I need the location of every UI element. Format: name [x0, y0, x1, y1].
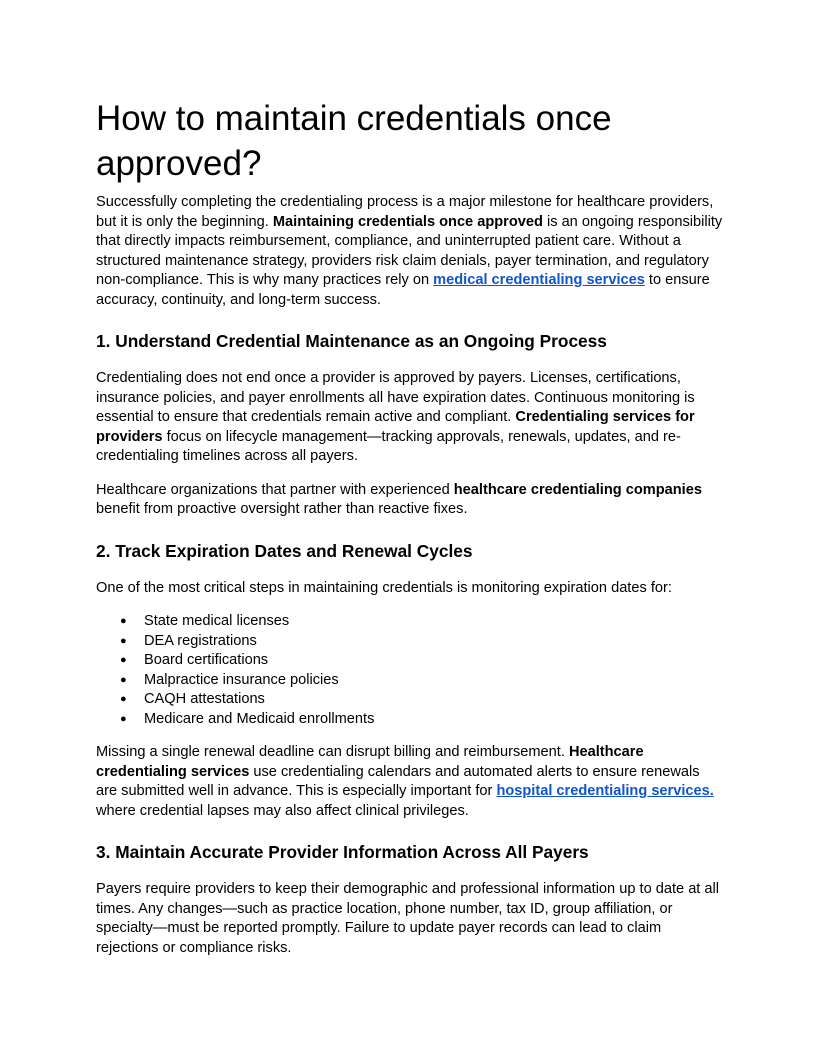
hospital-credentialing-link[interactable]: hospital credentialing services.: [496, 783, 714, 799]
intro-bold-1: Maintaining credentials once approved: [272, 213, 543, 230]
section-3-paragraph-1: Payers require providers to keep their demographic and professional information up to date at all times. Any changes—such as practice location, phone number, tax ID, group affiliation, or specialty—must be reported promptly. Failure to update payer records can lead to claim rejections or compliance risks.: [96, 881, 720, 956]
document-page: [96, 96, 724, 972]
list-item: ● Medicare and Medicaid enrollments: [144, 710, 724, 730]
list-item: ● Malpractice insurance policies: [144, 671, 724, 691]
s2p2-text-2: use credentialing calendars and automated alerts to ensure renewals are submitted well in advance. This is especially important for: [96, 763, 700, 799]
list-item: ● DEA registrations: [144, 632, 724, 652]
s1p1-bold-1: Credentialing services for providers: [96, 409, 695, 445]
medical-credentialing-link[interactable]: medical credentialing services: [433, 272, 645, 288]
s2p2-text-1: Missing a single renewal deadline can disrupt billing and reimbursement.: [96, 744, 569, 760]
s1p1-text-2: focus on lifecycle management—tracking approvals, renewals, updates, and re-credentialing timelines across all payers.: [96, 428, 681, 464]
section-1-paragraph-1: [96, 369, 724, 467]
list-item: ● CAQH attestations: [144, 690, 724, 710]
s1p2-text-2: benefit from proactive oversight rather than reactive fixes.: [96, 501, 468, 517]
document-title: How to maintain credentials once approved?: [96, 99, 612, 183]
section-3-heading: 3. Maintain Accurate Provider Information Across All Payers: [96, 842, 589, 862]
section-1-heading: 1. Understand Credential Maintenance as an Ongoing Process: [96, 331, 607, 351]
s2p2-text-3: where credential lapses may also affect clinical privileges.: [96, 802, 469, 819]
s2p2-bold-1: Healthcare credentialing services: [96, 744, 644, 780]
s1p2-text-1: Healthcare organizations that partner with experienced: [96, 481, 454, 498]
intro-paragraph: [96, 193, 724, 310]
section-1-paragraph-2: [96, 481, 724, 520]
section-2-paragraph-2: [96, 743, 724, 821]
intro-text-3: to ensure accuracy, continuity, and long-term success.: [96, 272, 710, 308]
intro-text-1: Successfully completing the credentialing process is a major milestone for healthcare providers, but it is only the beginning.: [96, 194, 714, 230]
section-2-heading: 2. Track Expiration Dates and Renewal Cycles: [96, 540, 473, 561]
intro-text-2: is an ongoing responsibility that directly impacts reimbursement, compliance, and uninterrupted patient care. Without a structured maintenance strategy, providers risk claim denials, payer termination, and regulatory non-compliance. This is why many practices rely on: [96, 213, 723, 288]
expiration-list: [96, 612, 724, 729]
list-item: ● Board certifications: [144, 651, 724, 671]
section-2-paragraph-1: One of the most critical steps in maintaining credentials is monitoring expiration dates for:: [96, 579, 672, 596]
s1p2-bold-1: healthcare credentialing companies: [453, 481, 702, 498]
list-item: ● State medical licenses: [144, 612, 724, 632]
s1p1-text-1: Credentialing does not end once a provider is approved by payers. Licenses, certifications, insurance policies, and payer enrollments all have expiration dates. Continuous monitoring is essential to ensure that credentials remain active and compliant.: [96, 370, 695, 425]
